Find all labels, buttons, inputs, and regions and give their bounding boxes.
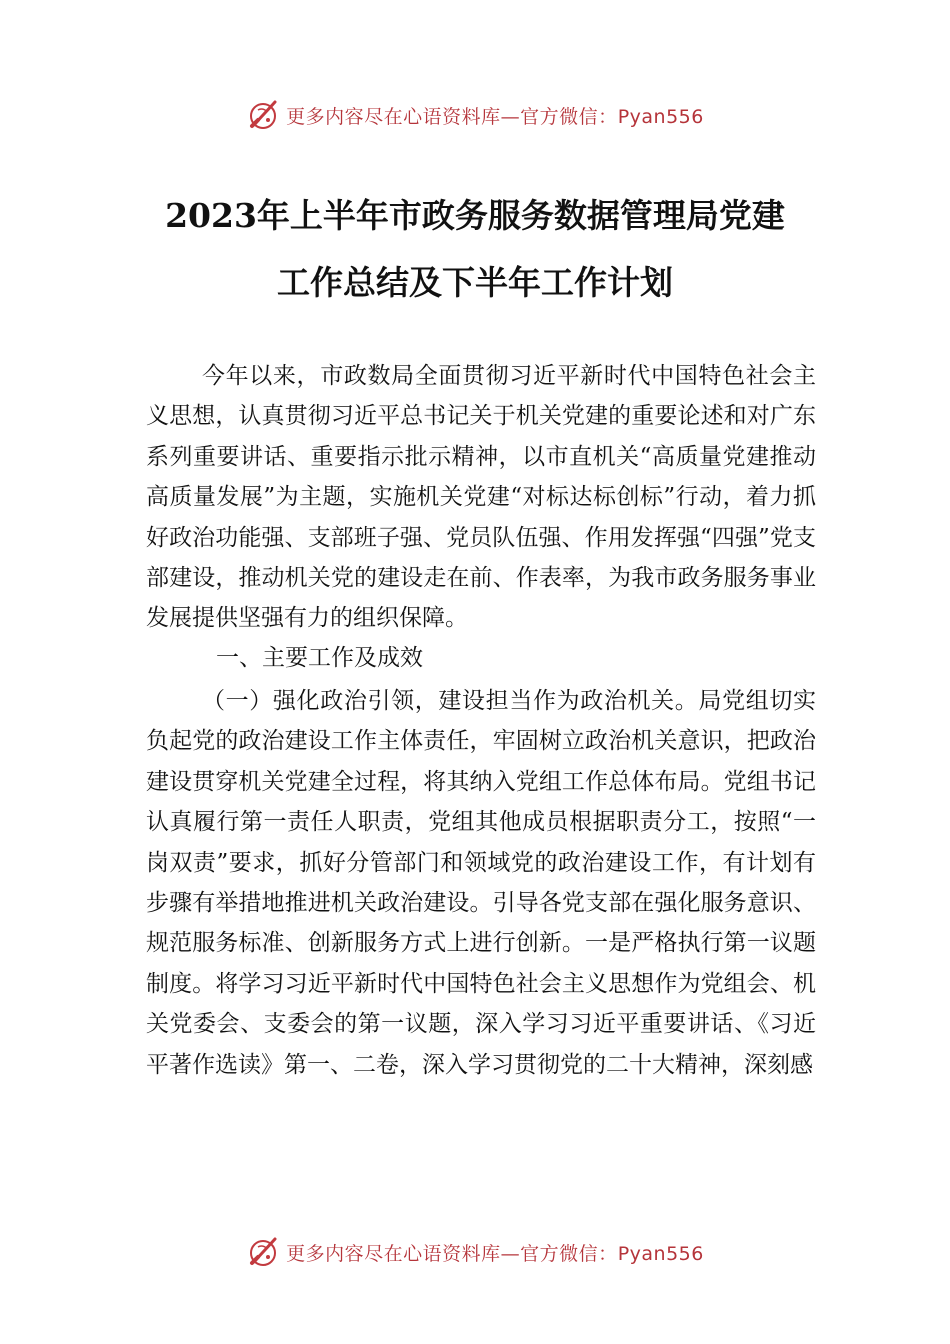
watermark-group <box>246 98 704 132</box>
watermark-group-bottom <box>246 1235 704 1269</box>
body-paragraph-intro: 今年以来，市政数局全面贯彻习近平新时代中国特色社会主义思想，认真贯彻习近平总书记关于机关党建的重要论述和对广东系列重要讲话、重要指示批示精神，以市直机关“高质量党建推动高质量发展”为主题，实施机关党建“对标达标创标”行动，着力抓好政治功能强、支部班子强、党员队伍强、作用发挥强“四强”党支部建设，推动机关党的建设走在前、作表率，为我市政务服务事业发展提供坚强有力的组织保障。 <box>146 363 816 632</box>
watermark-text-line <box>286 102 704 129</box>
body-paragraph-section1: （一）强化政治引领，建设担当作为政治机关。局党组切实负起党的政治建设工作主体责任，牢固树立政治机关意识，把政治建设贯穿机关党建全过程，将其纳入党组工作总体布局。党组书记认真履行第一责任人职责，党组其他成员根据职责分工，按照“一岗双责”要求，抓好分管部门和领域党的政治建设工作，有计划有步骤有举措地推进机关政治建设。引导各党支部在强化服务意识、规范服务标准、创新服务方式上进行创新。一是严格执行第一议题制度。将学习习近平新时代中国特色社会主义思想作为党组会、机关党委会、支委会的第一议题，深入学习习近平重要讲话、《习近平著作选读》第一、二卷，深入学习贯彻党的二十大精神，深刻感 <box>146 688 816 1078</box>
document-title-line1: 2023年上半年市政务服务数据管理局党建 <box>165 196 785 235</box>
section-heading-1: 一、主要工作及成效 <box>216 645 423 671</box>
brush-logo-icon <box>246 1235 280 1269</box>
watermark-text: 更多内容尽在心语资料库 <box>286 1242 501 1265</box>
watermark-id: Pyan556 <box>617 1242 704 1265</box>
watermark-separator: — <box>500 1242 521 1265</box>
footer-watermark <box>0 1232 950 1272</box>
document-title-line2: 工作总结及下半年工作计划 <box>277 263 673 302</box>
watermark-label: 官方微信： <box>520 105 618 128</box>
watermark-id: Pyan556 <box>617 105 704 128</box>
watermark-separator: — <box>500 105 521 128</box>
watermark-label: 官方微信： <box>520 1242 618 1265</box>
watermark-text: 更多内容尽在心语资料库 <box>286 105 501 128</box>
header-watermark <box>0 95 950 135</box>
brush-logo-icon <box>246 98 280 132</box>
watermark-text-line-bottom <box>286 1239 704 1266</box>
